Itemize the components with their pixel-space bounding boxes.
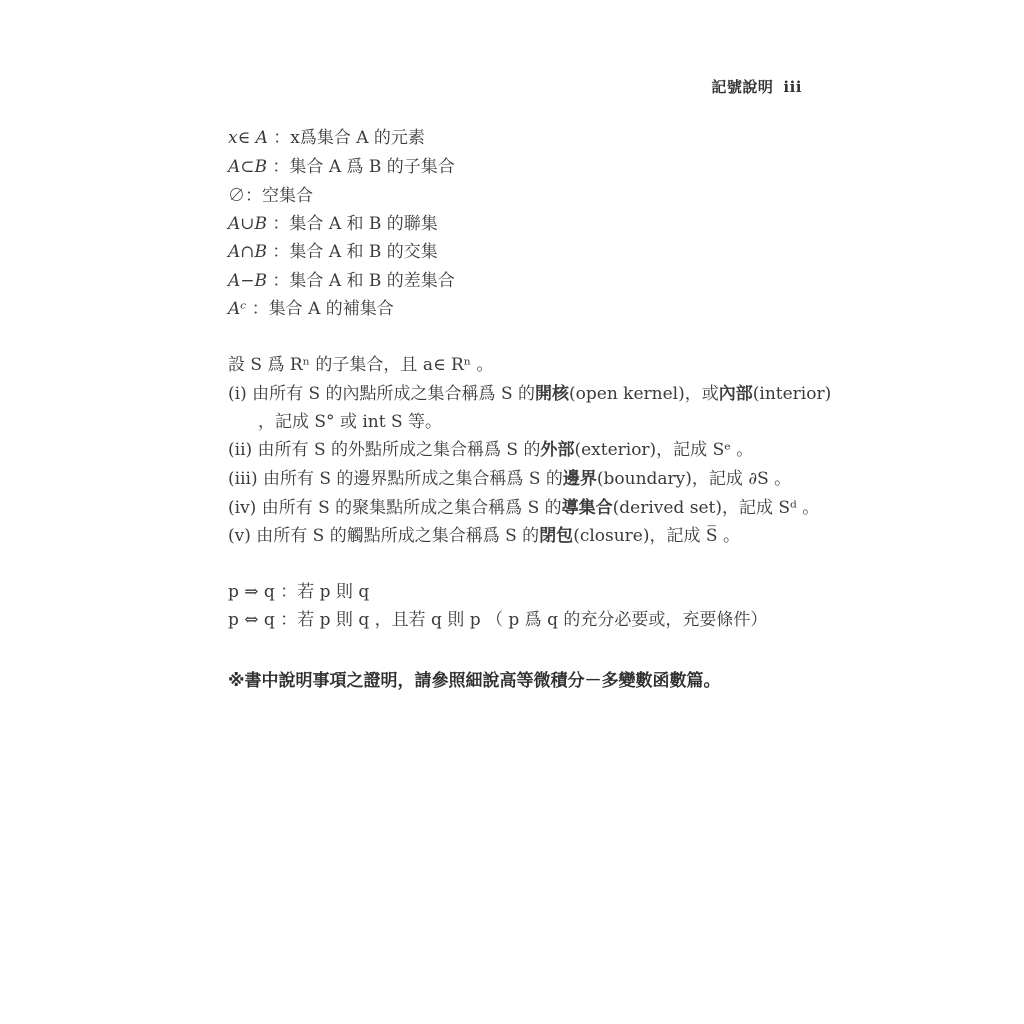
notation-line-element [228,127,425,149]
notation-symbol: x∈ A [228,128,268,148]
definition-text: (derived set)，記成 Sᵈ 。 [612,498,820,518]
definition-text: (closure)，記成 S̅ 。 [573,526,740,546]
definition-term: 導集合 [561,498,613,518]
notation-symbol: ∅ [228,186,245,206]
notation-symbol: A⊂B [228,157,268,177]
notation-text: ：集合 A 的補集合 [251,299,394,319]
notation-text: ：集合 A 和 B 的聯集 [272,214,438,234]
definition-term: 外部 [540,440,575,460]
definition-boundary [228,468,791,490]
logic-line-iff [228,609,767,631]
notation-line-empty-set [228,185,313,207]
logic-symbol: p ⇔ q [228,610,275,630]
definition-text: (exterior)，記成 Sᵉ 。 [574,440,754,460]
notation-text: ：空集合 [245,186,313,206]
definition-text: (v) 由所有 S 的觸點所成之集合稱爲 S 的 [228,526,540,546]
definition-text: (iv) 由所有 S 的聚集點所成之集合稱爲 S 的 [228,498,562,518]
definition-term: 內部 [718,384,753,404]
notation-line-complement [228,298,394,320]
logic-text: ：若 p 則 q [280,582,370,602]
definition-closure [228,525,740,547]
notation-symbol: A∪B [228,214,268,234]
notation-text: ：x爲集合 A 的元素 [273,128,425,148]
definition-derived-set [228,497,819,519]
notation-symbol: A−B [228,271,268,291]
definition-text: (ii) 由所有 S 的外點所成之集合稱爲 S 的 [228,440,541,460]
definition-text: (iii) 由所有 S 的邊界點所成之集合稱爲 S 的 [228,469,563,489]
topology-intro: 設 S 爲 Rⁿ 的子集合，且 a∈ Rⁿ 。 [228,355,494,375]
notation-line-subset [228,156,455,178]
logic-symbol: p ⇒ q [228,582,275,602]
section-title: 記號說明 [711,78,774,96]
definition-term: 開核 [535,384,570,404]
notation-symbol: Aᶜ [228,299,247,319]
definition-text: (i) 由所有 S 的內點所成之集合稱爲 S 的 [228,384,536,404]
notation-text: ：集合 A 爲 B 的子集合 [272,157,455,177]
definition-open-kernel [228,383,831,405]
notation-line-difference [228,270,455,292]
page-number: iii [783,78,802,96]
notation-symbol: A∩B [228,242,268,262]
definition-term: 邊界 [562,469,597,489]
definition-text: (interior) [752,384,832,404]
definition-text: (open kernel)，或 [569,384,719,404]
running-head [711,76,802,97]
definition-text: (boundary)，記成 ∂S 。 [596,469,792,489]
reference-note: ※書中說明事項之證明，請參照細說高等微積分－多變數函數篇。 [228,671,721,691]
logic-line-implies [228,581,369,603]
logic-text: ：若 p 則 q ，且若 q 則 p （ p 爲 q 的充分必要或，充要條件） [280,610,768,630]
definition-term: 閉包 [539,526,574,546]
definition-exterior [228,439,753,461]
notation-text: ：集合 A 和 B 的交集 [272,242,438,262]
notation-line-intersection [228,241,438,263]
notation-text: ：集合 A 和 B 的差集合 [272,271,455,291]
definition-interior-continuation: ，記成 S° 或 int S 等。 [258,412,443,432]
notation-line-union [228,213,438,235]
